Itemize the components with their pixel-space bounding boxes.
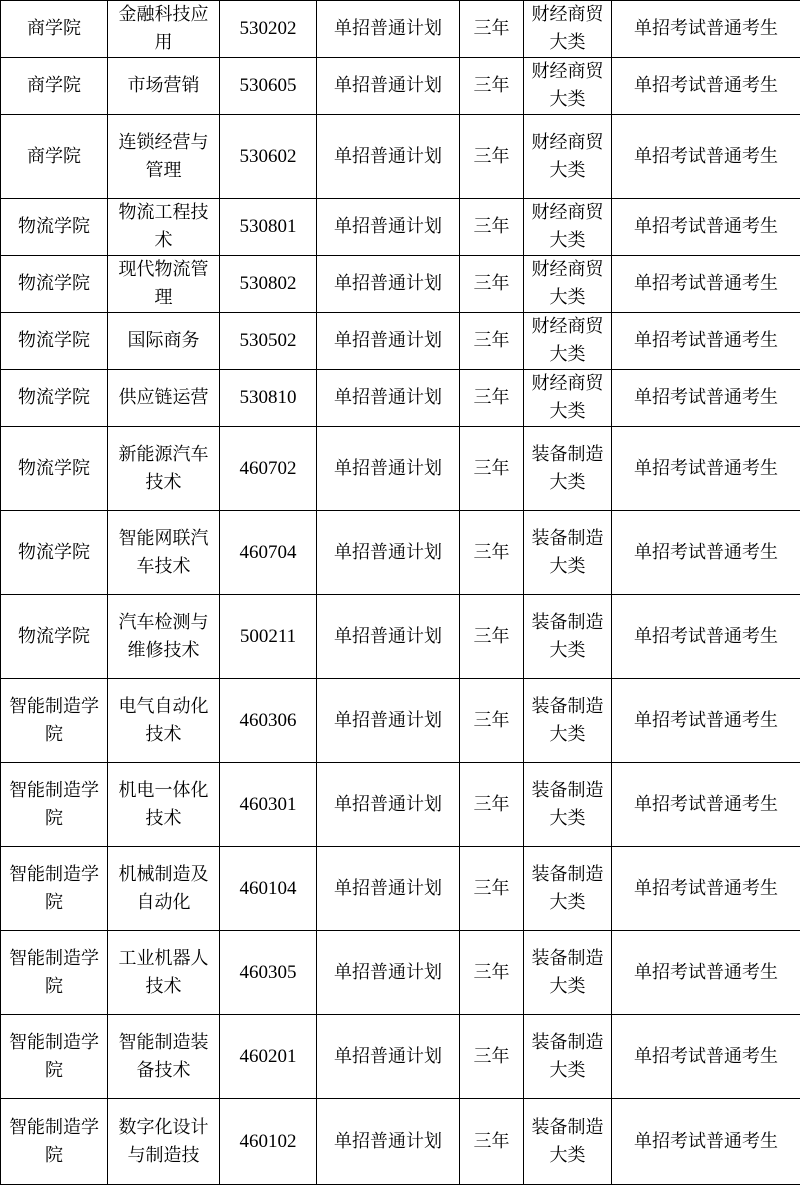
college-cell: 智能制造学院 <box>1 847 108 931</box>
category-cell: 装备制造大类 <box>524 931 612 1015</box>
table-row <box>1 931 800 1015</box>
table-row <box>1 370 800 427</box>
candidates-cell: 单招考试普通考生 <box>612 199 800 256</box>
code-cell: 530602 <box>220 115 317 199</box>
duration-cell: 三年 <box>460 115 524 199</box>
plan-cell: 单招普通计划 <box>317 313 460 370</box>
code-cell: 460702 <box>220 427 317 511</box>
category-cell: 装备制造大类 <box>524 847 612 931</box>
major-cell: 新能源汽车技术 <box>108 427 220 511</box>
candidates-cell: 单招考试普通考生 <box>612 1015 800 1099</box>
college-cell: 智能制造学院 <box>1 1099 108 1185</box>
college-cell: 智能制造学院 <box>1 679 108 763</box>
major-cell: 工业机器人技术 <box>108 931 220 1015</box>
table-row <box>1 1015 800 1099</box>
code-cell: 500211 <box>220 595 317 679</box>
code-cell: 460104 <box>220 847 317 931</box>
duration-cell: 三年 <box>460 58 524 115</box>
major-cell: 电气自动化技术 <box>108 679 220 763</box>
category-cell: 装备制造大类 <box>524 679 612 763</box>
table-row <box>1 511 800 595</box>
table-row <box>1 427 800 511</box>
code-cell: 460305 <box>220 931 317 1015</box>
candidates-cell: 单招考试普通考生 <box>612 58 800 115</box>
college-cell: 智能制造学院 <box>1 1015 108 1099</box>
plan-cell: 单招普通计划 <box>317 115 460 199</box>
code-cell: 460102 <box>220 1099 317 1185</box>
duration-cell: 三年 <box>460 199 524 256</box>
major-cell: 连锁经营与管理 <box>108 115 220 199</box>
category-cell: 财经商贸大类 <box>524 370 612 427</box>
college-cell: 物流学院 <box>1 427 108 511</box>
category-cell: 财经商贸大类 <box>524 115 612 199</box>
table-row <box>1 313 800 370</box>
college-cell: 物流学院 <box>1 256 108 313</box>
table-row <box>1 847 800 931</box>
duration-cell: 三年 <box>460 1099 524 1185</box>
major-cell: 机电一体化技术 <box>108 763 220 847</box>
candidates-cell: 单招考试普通考生 <box>612 427 800 511</box>
category-cell: 装备制造大类 <box>524 511 612 595</box>
plan-cell: 单招普通计划 <box>317 679 460 763</box>
category-cell: 财经商贸大类 <box>524 199 612 256</box>
category-cell: 装备制造大类 <box>524 427 612 511</box>
candidates-cell: 单招考试普通考生 <box>612 763 800 847</box>
category-cell: 装备制造大类 <box>524 1015 612 1099</box>
plan-cell: 单招普通计划 <box>317 511 460 595</box>
college-cell: 商学院 <box>1 115 108 199</box>
major-cell: 供应链运营 <box>108 370 220 427</box>
code-cell: 460306 <box>220 679 317 763</box>
code-cell: 530802 <box>220 256 317 313</box>
candidates-cell: 单招考试普通考生 <box>612 313 800 370</box>
table-row <box>1 1099 800 1185</box>
plan-cell: 单招普通计划 <box>317 256 460 313</box>
duration-cell: 三年 <box>460 763 524 847</box>
table-row <box>1 1 800 58</box>
plan-cell: 单招普通计划 <box>317 1099 460 1185</box>
major-cell: 智能网联汽车技术 <box>108 511 220 595</box>
plan-cell: 单招普通计划 <box>317 370 460 427</box>
major-cell: 物流工程技术 <box>108 199 220 256</box>
candidates-cell: 单招考试普通考生 <box>612 1099 800 1185</box>
table-row <box>1 763 800 847</box>
duration-cell: 三年 <box>460 847 524 931</box>
table-row <box>1 199 800 256</box>
table-row <box>1 115 800 199</box>
plan-cell: 单招普通计划 <box>317 427 460 511</box>
candidates-cell: 单招考试普通考生 <box>612 370 800 427</box>
college-cell: 物流学院 <box>1 370 108 427</box>
plan-cell: 单招普通计划 <box>317 595 460 679</box>
code-cell: 530801 <box>220 199 317 256</box>
duration-cell: 三年 <box>460 1 524 58</box>
major-cell: 市场营销 <box>108 58 220 115</box>
table-row <box>1 58 800 115</box>
category-cell: 装备制造大类 <box>524 763 612 847</box>
category-cell: 装备制造大类 <box>524 595 612 679</box>
college-cell: 商学院 <box>1 58 108 115</box>
category-cell: 财经商贸大类 <box>524 58 612 115</box>
code-cell: 530605 <box>220 58 317 115</box>
code-cell: 530202 <box>220 1 317 58</box>
plan-cell: 单招普通计划 <box>317 1015 460 1099</box>
college-cell: 物流学院 <box>1 595 108 679</box>
plan-cell: 单招普通计划 <box>317 847 460 931</box>
major-cell: 现代物流管理 <box>108 256 220 313</box>
table-row <box>1 595 800 679</box>
duration-cell: 三年 <box>460 679 524 763</box>
major-cell: 机械制造及自动化 <box>108 847 220 931</box>
category-cell: 装备制造大类 <box>524 1099 612 1185</box>
duration-cell: 三年 <box>460 931 524 1015</box>
duration-cell: 三年 <box>460 511 524 595</box>
duration-cell: 三年 <box>460 256 524 313</box>
candidates-cell: 单招考试普通考生 <box>612 679 800 763</box>
candidates-cell: 单招考试普通考生 <box>612 595 800 679</box>
duration-cell: 三年 <box>460 427 524 511</box>
category-cell: 财经商贸大类 <box>524 313 612 370</box>
major-cell: 金融科技应用 <box>108 1 220 58</box>
duration-cell: 三年 <box>460 595 524 679</box>
category-cell: 财经商贸大类 <box>524 256 612 313</box>
code-cell: 460704 <box>220 511 317 595</box>
major-cell: 汽车检测与维修技术 <box>108 595 220 679</box>
college-cell: 物流学院 <box>1 313 108 370</box>
duration-cell: 三年 <box>460 370 524 427</box>
plan-cell: 单招普通计划 <box>317 931 460 1015</box>
category-cell: 财经商贸大类 <box>524 1 612 58</box>
code-cell: 530502 <box>220 313 317 370</box>
candidates-cell: 单招考试普通考生 <box>612 256 800 313</box>
college-cell: 物流学院 <box>1 199 108 256</box>
candidates-cell: 单招考试普通考生 <box>612 115 800 199</box>
college-cell: 智能制造学院 <box>1 763 108 847</box>
table-body <box>1 1 800 1185</box>
plan-cell: 单招普通计划 <box>317 763 460 847</box>
college-cell: 物流学院 <box>1 511 108 595</box>
code-cell: 460201 <box>220 1015 317 1099</box>
candidates-cell: 单招考试普通考生 <box>612 1 800 58</box>
plan-cell: 单招普通计划 <box>317 199 460 256</box>
college-cell: 商学院 <box>1 1 108 58</box>
plan-cell: 单招普通计划 <box>317 58 460 115</box>
candidates-cell: 单招考试普通考生 <box>612 511 800 595</box>
code-cell: 530810 <box>220 370 317 427</box>
major-cell: 智能制造装备技术 <box>108 1015 220 1099</box>
candidates-cell: 单招考试普通考生 <box>612 931 800 1015</box>
major-cell: 国际商务 <box>108 313 220 370</box>
duration-cell: 三年 <box>460 313 524 370</box>
candidates-cell: 单招考试普通考生 <box>612 847 800 931</box>
table-row <box>1 256 800 313</box>
duration-cell: 三年 <box>460 1015 524 1099</box>
code-cell: 460301 <box>220 763 317 847</box>
college-cell: 智能制造学院 <box>1 931 108 1015</box>
major-cell: 数字化设计与制造技 <box>108 1099 220 1185</box>
plan-cell: 单招普通计划 <box>317 1 460 58</box>
table-row <box>1 679 800 763</box>
